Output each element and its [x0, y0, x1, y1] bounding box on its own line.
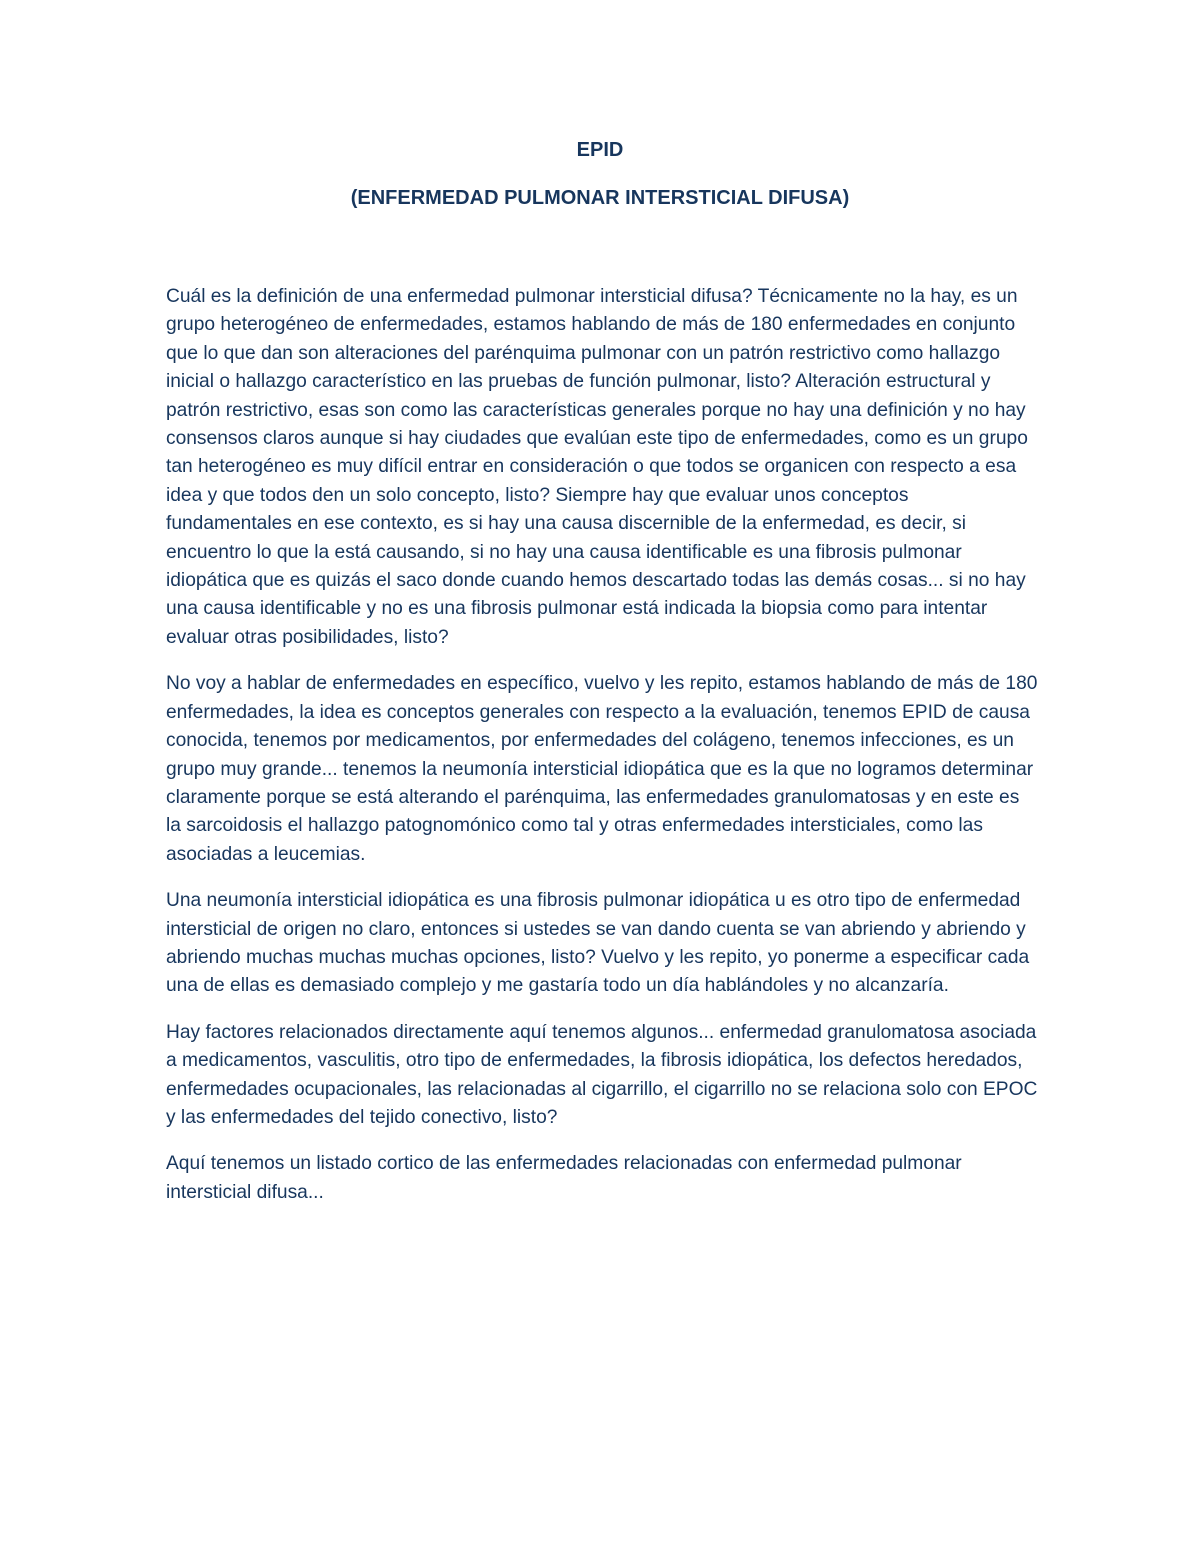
paragraph-classification: No voy a hablar de enfermedades en específico, vuelvo y les repito, estamos hablando de más de 180 enfermedades, la idea es conceptos generales con respecto a la evaluación, tenemos EPID de causa conocida, tenemos por medicamentos, por enfermedades del colágeno, tenemos infecciones, es un grupo muy grande... tenemos la neumonía intersticial idiopática que es la que no logramos determinar claramente porque se está alterando el parénquima, las enfermedades granulomatosas y en este es la sarcoidosis el hallazgo patognomónico como tal y otras enfermedades intersticiales, como las asociadas a leucemias.	[166, 673, 1038, 865]
paragraph-list-intro: Aquí tenemos un listado cortico de las enfermedades relacionadas con enfermedad pulmonar intersticial difusa...	[166, 1153, 962, 1203]
paragraph-definition: Cuál es la definición de una enfermedad pulmonar intersticial difusa? Técnicamente no la hay, es un grupo heterogéneo de enfermedades, estamos hablando de más de 180 enfermedades en conjunto que lo que dan son alteraciones del parénquima pulmonar con un patrón restrictivo como hallazgo inicial o hallazgo característico en las pruebas de función pulmonar, listo? Alteración estructural y patrón restrictivo, esas son como las características generales porque no hay una definición y no hay consensos claros aunque si hay ciudades que evalúan este tipo de enfermedades, como es un grupo tan heterogéneo es muy difícil entrar en consideración o que todos se organicen con respecto a esa idea y que todos den un solo concepto, listo? Siempre hay que evaluar unos conceptos fundamentales en ese contexto, es si hay una causa discernible de la enfermedad, es decir, si encuentro lo que la está causando, si no hay una causa identificable es una fibrosis pulmonar idiopática que es quizás el saco donde cuando hemos descartado todas las demás cosas... si no hay una causa identificable y no es una fibrosis pulmonar está indicada la biopsia como para intentar evaluar otras posibilidades, listo?	[166, 286, 1028, 648]
paragraph-related-factors: Hay factores relacionados directamente aquí tenemos algunos... enfermedad granulomatosa asociada a medicamentos, vasculitis, otro tipo de enfermedades, la fibrosis idiopática, los defectos heredados, enfermedades ocupacionales, las relacionadas al cigarrillo, el cigarrillo no se relaciona solo con EPOC y las enfermedades del tejido conectivo, listo?	[166, 1021, 1038, 1128]
document-subtitle: (ENFERMEDAD PULMONAR INTERSTICIAL DIFUSA)	[350, 187, 850, 209]
document-title: EPID	[576, 139, 624, 161]
paragraph-idiopathic-pneumonia: Una neumonía intersticial idiopática es una fibrosis pulmonar idiopática u es otro tipo de enfermedad intersticial de origen no claro, entonces si ustedes se van dando cuenta se van abriendo y abriendo y abriendo muchas muchas muchas opciones, listo? Vuelvo y les repito, yo ponerme a especificar cada una de ellas es demasiado complejo y me gastaría todo un día hablándoles y no alcanzaría.	[166, 890, 1030, 997]
document-body	[166, 283, 1038, 1225]
